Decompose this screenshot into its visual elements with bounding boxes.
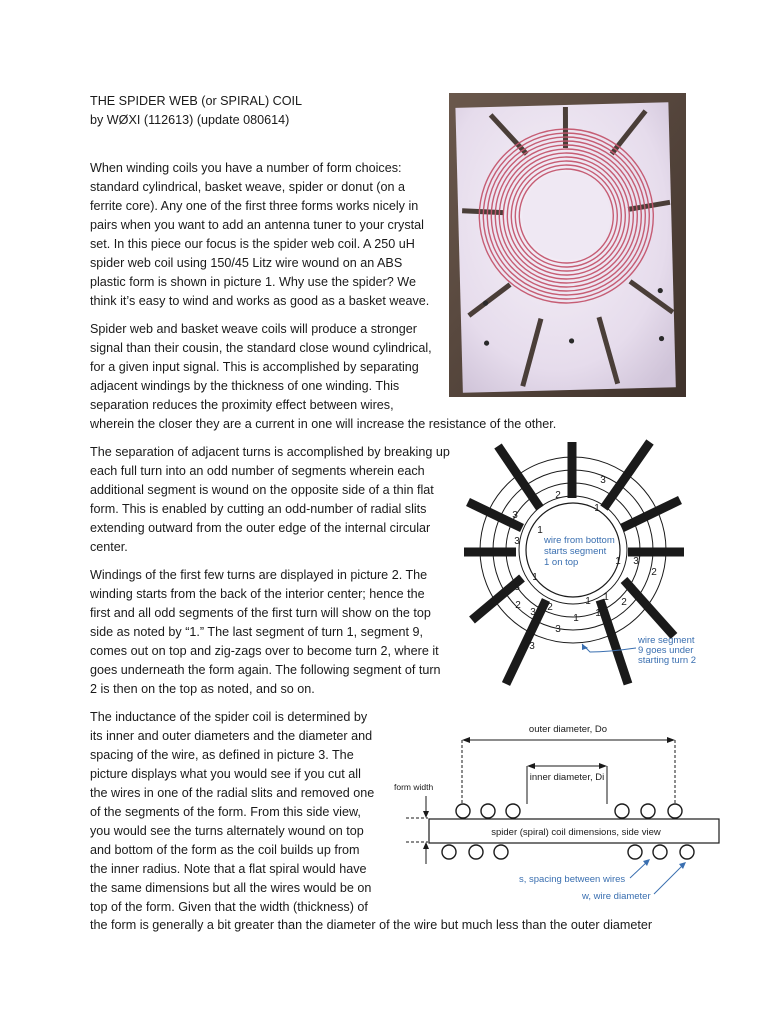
paragraph-line: Spider web and basket weave coils will produce a stronger — [90, 322, 417, 336]
segment-number: 2 — [651, 567, 657, 578]
wire-diameter-label: w, wire diameter — [582, 891, 651, 902]
paragraph-line: additional segment is wound on the opposite side of a thin flat — [90, 483, 434, 497]
document-title: THE SPIDER WEB (or SPIRAL) COIL — [90, 94, 303, 108]
paragraph-line: the same dimensions but all the wires would be on — [90, 881, 372, 895]
segment9-label-line: starting turn 2 — [638, 655, 697, 666]
document-byline: by WØXI (112613) (update 080614) — [90, 113, 290, 127]
segment-number: 3 — [530, 607, 536, 618]
paragraph-line: 2 is then on the top as noted, and so on. — [90, 682, 315, 696]
segment-number: 1 — [537, 525, 543, 536]
paragraph-line: extending outward from the outer edge of the internal circular — [90, 521, 431, 535]
paragraph-line: spider web coil using 150/45 Litz wire wound on an ABS — [90, 256, 403, 270]
paragraph-line: comes out on top and zig-zags over to become turn 2, where it — [90, 644, 439, 658]
paragraph-line: top of the form. Given that the width (thickness) of — [90, 900, 368, 914]
segment-number: 1 — [573, 613, 579, 624]
segment-number: 1 — [595, 608, 601, 619]
segment-number: 2 — [515, 600, 521, 611]
segment-number: 1 — [594, 503, 600, 514]
paragraph-line: first and all odd segments of the first turn will show on the top — [90, 606, 431, 620]
form-label: spider (spiral) coil dimensions, side view — [491, 827, 661, 838]
paragraph-line: side as noted by “1.” The last segment of turn 1, segment 9, — [90, 625, 423, 639]
paragraph-line: separation reduces the proximity effect between wires, — [90, 398, 394, 412]
paragraph-line: you would see the turns alternately wound on top — [90, 824, 364, 838]
center-label-line: wire from bottom — [544, 535, 615, 546]
paragraph-line: pairs when you want to add an antenna tuner to your crystal — [90, 218, 424, 232]
paragraph-line: for a given input signal. This is accomplished by separating — [90, 360, 419, 374]
segment-number: 3 — [512, 510, 518, 521]
inner-diameter-label: inner diameter, Di — [529, 772, 605, 783]
paragraph-line: The separation of adjacent turns is accomplished by breaking up — [90, 445, 450, 459]
center-label-line: starts segment — [544, 546, 607, 557]
paragraph-line: standard cylindrical, basket weave, spider or donut (on a — [90, 180, 406, 194]
paragraph-line: the inner radius. Note that a flat spiral would have — [90, 862, 367, 876]
paragraph-line: and bottom of the form as the coil builds up from — [90, 843, 360, 857]
paragraph-line: When winding coils you have a number of form choices: — [90, 161, 402, 175]
segment-number: 3 — [529, 641, 535, 652]
paragraph-line: spacing of the wire, as defined in picture 3. The — [90, 748, 354, 762]
paragraph-line: Windings of the first few turns are displayed in picture 2. The — [90, 568, 428, 582]
segment-number: 1 — [532, 572, 538, 583]
segment-number: 1 — [585, 596, 591, 607]
segment-number: 3 — [514, 536, 520, 547]
center-label-line: 1 on top — [544, 557, 579, 568]
side-view-diagram — [392, 718, 724, 908]
paragraph-line: set. In this piece our focus is the spider web coil. A 250 uH — [90, 237, 415, 251]
paragraph-line: the form is generally a bit greater than the diameter of the wire but much less than the outer diameter — [90, 918, 653, 932]
paragraph-line: the wires in one of the radial slits and removed one — [90, 786, 375, 800]
paragraph-line: winding starts from the back of the interior center; hence the — [90, 587, 425, 601]
paragraph-line: its inner and outer diameters and the diameter and — [90, 729, 373, 743]
segment-number: 2 — [633, 516, 639, 527]
paragraph-line: each full turn into an odd number of segments wherein each — [90, 464, 425, 478]
segment-number: 1 — [603, 592, 609, 603]
paragraph-line: of the segments of the form. From this side view, — [90, 805, 361, 819]
form-width-label: form width — [394, 782, 434, 792]
segment-number: 1 — [615, 556, 621, 567]
paragraph-line: The inductance of the spider coil is determined by — [90, 710, 368, 724]
outer-diameter-label: outer diameter, Do — [528, 724, 608, 735]
spacing-label: s, spacing between wires — [519, 874, 626, 885]
spider-coil-photo — [449, 93, 686, 397]
paragraph-line: think it’s easy to wind and works as good as a basket weave. — [90, 294, 430, 308]
paragraph-line: adjacent windings by the thickness of one winding. This — [90, 379, 400, 393]
paragraph-line: center. — [90, 540, 128, 554]
paragraph-line: form. This is enabled by cutting an odd-number of radial slits — [90, 502, 427, 516]
segment-number: 2 — [621, 597, 627, 608]
segment-number: 2 — [547, 602, 553, 613]
paragraph-line: plastic form is shown in picture 1. Why use the spider? We — [90, 275, 416, 289]
paragraph-line: signal than their cousin, the standard close wound cylindrical, — [90, 341, 432, 355]
segment-number: 3 — [514, 582, 520, 593]
segment9-label-line: 9 goes under — [638, 645, 694, 656]
segment-number: 2 — [555, 490, 561, 501]
paragraph-line: goes underneath the form again. The following segment of turn — [90, 663, 441, 677]
segment-number: 3 — [555, 624, 561, 635]
paragraph-line: ferrite core). Any one of the first three forms works nicely in — [90, 199, 419, 213]
segment-number: 3 — [633, 556, 639, 567]
segment9-label-line: wire segment — [638, 635, 695, 646]
segment-number: 3 — [600, 475, 606, 486]
winding-diagram — [458, 440, 697, 690]
paragraph-line: picture displays what you would see if you cut all — [90, 767, 361, 781]
paragraph-line: wherein the closer they are a current in one will increase the resistance of the other. — [90, 417, 557, 431]
